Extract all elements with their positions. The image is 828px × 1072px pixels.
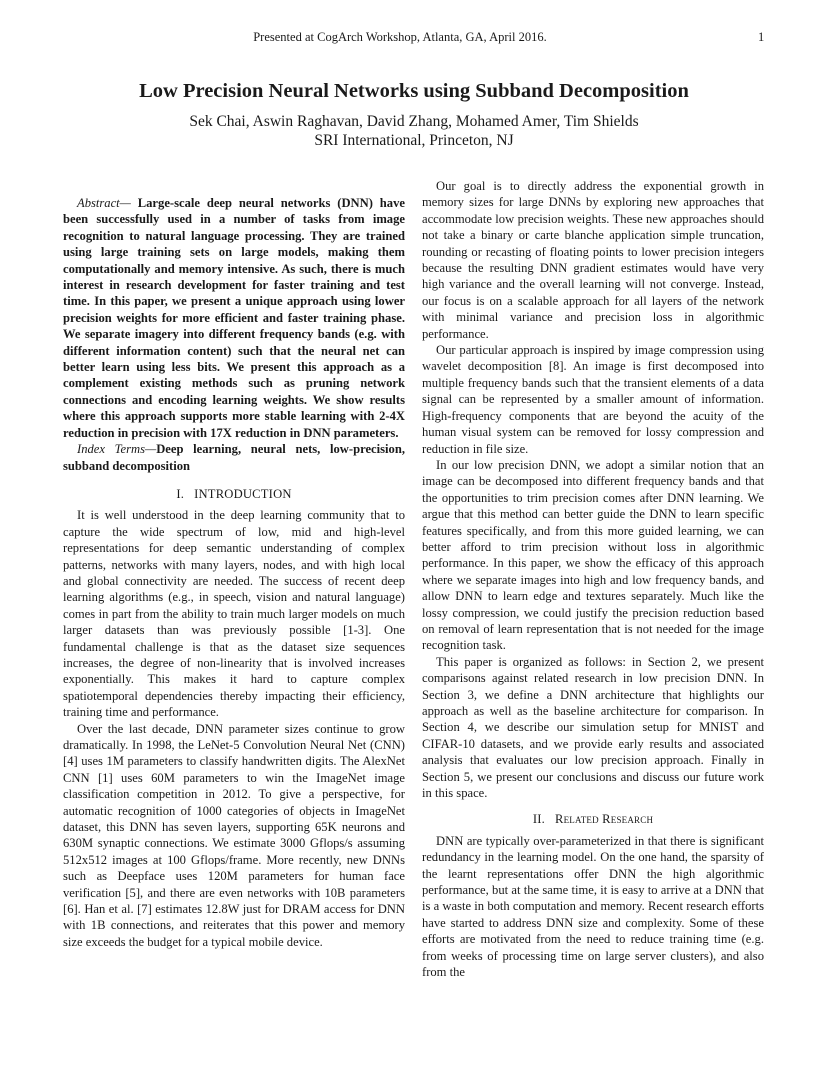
section-heading-introduction: I. INTRODUCTION [176, 486, 292, 501]
body-paragraph: It is well understood in the deep learning community that to capture the wide spectrum of low, mid and high-level representations for deep semantic understanding of complex patterns, networks with many layers, nodes, and with high local and global connectivity are needed. The success of recent deep learning algorithms (e.g., in speech, vision and natural language) comes in part from the ability to train much larger models on much larger datasets than was previously possible [1-3]. One fundamental challenge is that as the dataset size sequences increases, the degree of non-linearity that is involved increases exponentially. This makes it hard to capture complex spatiotemporal dependencies thereby impacting their efficiency, training time and performance. [63, 508, 405, 720]
abstract-label: Abstract— [77, 196, 131, 210]
heading-word: Related [555, 812, 599, 827]
conference-note: Presented at CogArch Workshop, Atlanta, GA, April 2016. [253, 30, 547, 44]
author-list: Sek Chai, Aswin Raghavan, David Zhang, Mohamed Amer, Tim Shields [189, 113, 639, 130]
index-terms-text: Deep learning, neural nets, low-precision, subband decomposition [63, 442, 405, 473]
body-paragraph: Over the last decade, DNN parameter sizes continue to grow dramatically. In 1998, the LeNet-5 Convolution Neural Net (CNN) [4] uses 1M parameters to classify handwritten digits. The AlexNet CNN [1] uses 60M parameters to win the ImageNet image classification competition in 2012. To give a perspective, for automatic recognition of 1000 categories of objects in ImageNet dataset, this DNN has seven layers, supporting 65K neurons and 630M synaptic connections. We estimate 3000 Gflops/s assuming 512x512 images at 100 Gflops/frame. More recently, new DNNs such as Deepface uses 120M parameters for human face verification [5], and there are even networks with 10B parameters [6]. Han et al. [7] estimates 12.8W just for DRAM access for DNN with 1B connections, and reiterates that this power and memory size exceeds the budget for a typical mobile device. [63, 721, 405, 949]
page-number: 1 [758, 30, 765, 44]
index-terms [63, 441, 405, 474]
body-paragraph: In our low precision DNN, we adopt a similar notion that an image can be decomposed into different frequency bands and that the opportunities to trim precision comes after DNN learning. We argue that this method can better guide the DNN to learn specific features specifically, and from this more guided learning, we can better afford to trim precision without loss in algorithmic performance. In this paper, we show the efficacy of this approach where we separate images into high and low frequency bands, and allow DNN to learn edge and textures separately. Much like the lossy compression, we could justify the precision reduction based on removal of learn representation that is not needed for the image recognition task. [422, 457, 764, 653]
body-paragraph: Our particular approach is inspired by image compression using wavelet decomposition [8]. An image is first decomposed into multiple frequency bands such that the transient elements of a data signal can be represented by a smaller amount of information. High-frequency components that are beyond the acuity of the human visual system can be removed for lossy compression and reduction in file size. [422, 343, 764, 456]
running-header [0, 30, 828, 48]
heading-numeral: II. [532, 812, 555, 827]
affiliation: SRI International, Princeton, NJ [314, 132, 514, 149]
heading-word: Research [602, 812, 654, 827]
left-column [63, 195, 405, 950]
body-paragraph: Our goal is to directly address the exponential growth in memory sizes for large DNNs by exploring new approaches that accommodate low precision weights. These new approaches should not take a binary or carte blanche application simple truncation, rounding or recasting of floating points to lower precision integers because the resulting DNN gradient estimates would have very high variance and the overall learning will not converge. Instead, our focus is on a scalable approach for all layers of the network with minimal variance and precision loss in algorithmic performance. [422, 179, 764, 341]
right-column [422, 178, 764, 981]
abstract-text: Large-scale deep neural networks (DNN) have been successfully used in a number of tasks from image recognition to natural language processing. They are trained using large training sets on large models, making them computationally and memory intensive. As such, there is much interest in research development for faster training and test time. In this paper, we present a unique approach using lower precision weights for more efficient and faster training phase. We separate imagery into different frequency bands (e.g. with different information content) such that the neural net can better learn using less bits. We present this approach as a complement existing methods such as pruning network connections and encoding learning weights. We show results where this approach supports more stable learning with 2-4X reduction in precision with 17X reduction in DNN parameters. [63, 196, 405, 440]
paper-title: Low Precision Neural Networks using Subband Decomposition [139, 80, 689, 102]
body-paragraph: This paper is organized as follows: in Section 2, we present comparisons against related research in low precision DNN. In Section 3, we define a DNN architecture that highlights our approach as well as the baseline architecture for comparison. In Section 4, we describe our simulation setup for MNIST and CIFAR-10 datasets, and we provide early results and associated analysis that evaluates our low precision approach. Finally in Section 5, we present our conclusions and discuss our future work in this space. [422, 654, 764, 801]
index-terms-label: Index Terms— [77, 442, 157, 457]
body-paragraph: DNN are typically over-parameterized in that there is significant redundancy in the learning model. On the one hand, the sparsity of the learnt representations offer DNN the high algorithmic performance, but at the same time, it is easy to arrive at a DNN that is a waste in both computation and memory. Recent research efforts have started to address DNN size and complexity. Some of these efforts are motivated from the need to reduce training time (e.g. from weeks of processing time on large server clusters), and also from the [422, 833, 764, 980]
abstract [63, 195, 405, 441]
section-heading-related-research [422, 811, 764, 827]
